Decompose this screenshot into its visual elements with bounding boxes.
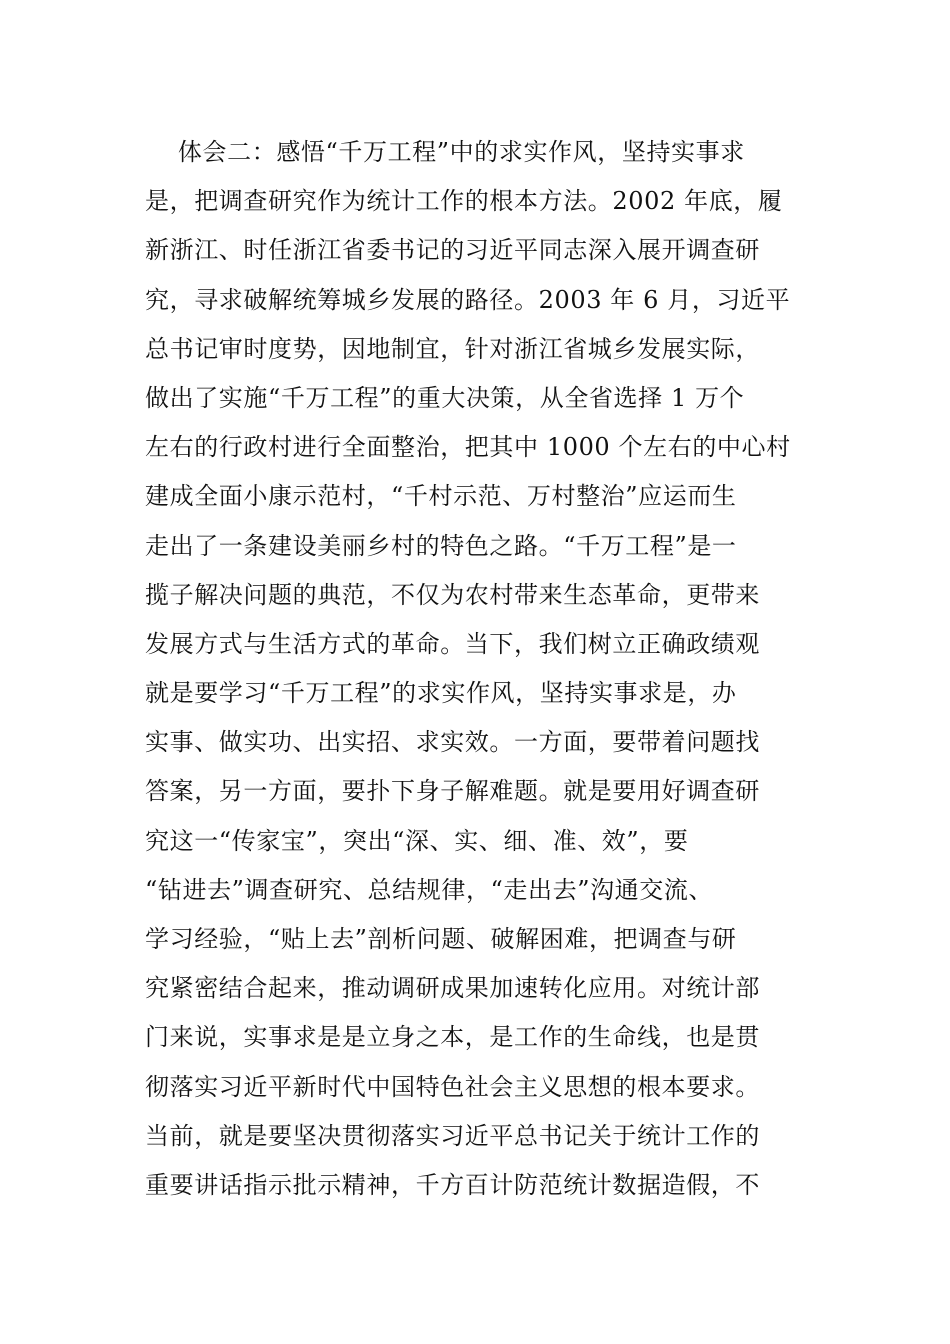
paragraph-line: 答案，另一方面，要扑下身子解难题。就是要用好调查研 (145, 777, 760, 806)
paragraph-line: 建成全面小康示范村，“千村示范、万村整治”应运而生 (145, 482, 737, 511)
paragraph-line: 究，寻求破解统筹城乡发展的路径。2003 年 6 月，习近平 (145, 285, 791, 314)
paragraph-line: 是，把调查研究作为统计工作的根本方法。2002 年底，履 (145, 187, 783, 216)
paragraph-line: 究紧密结合起来，推动调研成果加速转化应用。对统计部 (145, 974, 760, 1003)
paragraph-line: 揽子解决问题的典范，不仅为农村带来生态革命，更带来 (145, 580, 760, 609)
paragraph-line: “钻进去”调查研究、总结规律，“走出去”沟通交流、 (145, 875, 714, 904)
paragraph-line: 发展方式与生活方式的革命。当下，我们树立正确政绩观 (145, 629, 760, 658)
body-paragraph (145, 128, 815, 1210)
paragraph-line: 走出了一条建设美丽乡村的特色之路。“千万工程”是一 (145, 531, 737, 560)
paragraph-line: 实事、做实功、出实招、求实效。一方面，要带着问题找 (145, 728, 760, 757)
paragraph-line: 彻落实习近平新时代中国特色社会主义思想的根本要求。 (145, 1072, 760, 1101)
paragraph-line: 门来说，实事求是是立身之本，是工作的生命线，也是贯 (145, 1023, 760, 1052)
paragraph-line: 左右的行政村进行全面整治，把其中 1000 个左右的中心村 (145, 433, 791, 462)
paragraph-line: 重要讲话指示批示精神，千方百计防范统计数据造假，不 (145, 1170, 760, 1199)
paragraph-line: 新浙江、时任浙江省委书记的习近平同志深入展开调查研 (145, 236, 760, 265)
paragraph-line: 究这一“传家宝”，突出“深、实、细、准、效”，要 (145, 826, 689, 855)
paragraph-line: 做出了实施“千万工程”的重大决策，从全省选择 1 万个 (145, 383, 745, 412)
paragraph-line: 体会二：感悟“千万工程”中的求实作风，坚持实事求 (145, 138, 745, 166)
paragraph-line: 当前，就是要坚决贯彻落实习近平总书记关于统计工作的 (145, 1121, 760, 1150)
paragraph-line: 总书记审时度势，因地制宜，针对浙江省城乡发展实际， (145, 334, 760, 363)
paragraph-line: 学习经验，“贴上去”剖析问题、破解困难，把调查与研 (145, 925, 737, 953)
paragraph-line: 就是要学习“千万工程”的求实作风，坚持实事求是，办 (145, 679, 737, 708)
